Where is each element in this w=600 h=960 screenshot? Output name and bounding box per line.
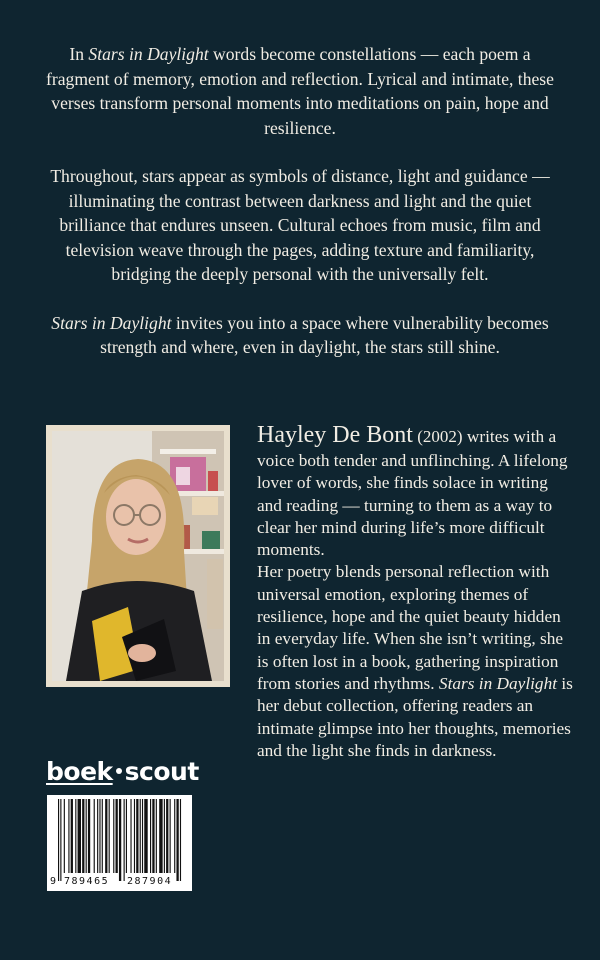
back-cover-blurb [40, 42, 560, 360]
barcode-bar [166, 799, 168, 873]
barcode-bar [97, 799, 98, 873]
publisher-logo-part-2: scout [124, 757, 199, 786]
book-title: Stars in Daylight [51, 312, 172, 333]
barcode-bar [142, 799, 143, 873]
blurb-text: In [69, 44, 89, 64]
barcode-bar [99, 799, 100, 873]
author-birth-year: (2002) [412, 427, 463, 446]
barcode-bar [105, 799, 107, 873]
barcode-bar [71, 799, 73, 873]
barcode-bar [116, 799, 118, 873]
barcode-bar [180, 799, 181, 881]
author-bio-text-2: Her poetry blends personal reflection with universal emotion, exploring themes of resilience, hope and the quiet beauty hidden in everyday life. When she isn’t writing, she is often lost in a book, gathering inspiration from stories and rhythms. [257, 562, 564, 693]
author-portrait-image [52, 431, 224, 681]
author-name: Hayley De Bont [257, 422, 413, 448]
barcode-bar [119, 799, 121, 881]
barcode-bar [170, 799, 171, 873]
barcode-bar [88, 799, 90, 873]
barcode-bar [152, 799, 154, 873]
barcode-bar [130, 799, 131, 873]
barcode-bar [94, 799, 95, 873]
barcode-bar [159, 799, 162, 873]
barcode-bar [174, 799, 175, 873]
barcode-bar [109, 799, 110, 873]
isbn-group-2: 287904 [127, 876, 173, 887]
barcode-bar [176, 799, 178, 881]
author-photo [46, 425, 230, 687]
barcode-bar [156, 799, 157, 873]
book-title: Stars in Daylight [438, 673, 558, 693]
publisher-logo [46, 757, 199, 786]
barcode-bar [60, 799, 61, 881]
author-bio-text-3: is her debut collection, offering readers an intimate glimpse into her thoughts, memories and the light she finds in darkness. [257, 673, 573, 760]
barcode-bar [58, 799, 59, 881]
barcode-bar [140, 799, 141, 873]
barcode-bar [86, 799, 87, 873]
barcode-bar [113, 799, 114, 873]
author-bio [257, 420, 573, 762]
barcode-bar [78, 799, 81, 873]
isbn-group-1: 789465 [64, 876, 110, 887]
barcode-bar [126, 799, 127, 873]
barcode-bar [136, 799, 138, 873]
barcode-bar [144, 799, 147, 873]
isbn-barcode [47, 795, 192, 891]
barcode-bar [134, 799, 135, 873]
blurb-paragraph-3 [40, 311, 560, 360]
barcode-bar [164, 799, 165, 873]
publisher-logo-dot [116, 768, 122, 774]
isbn-number [47, 875, 192, 891]
author-bio-text-1: writes with a voice both tender and unflinching. A lifelong lover of words, she finds solace in writing and reading — turning to them as a way to clear her mind during life’s more difficult moments. [257, 427, 568, 560]
barcode-bar [102, 799, 103, 873]
book-title: Stars in Daylight [88, 44, 209, 64]
barcode-bar [68, 799, 69, 873]
barcode-bar [64, 799, 65, 873]
blurb-text: invites you into a space where vulnerability becomes strength and where, even in daylight, the stars still shine. [100, 312, 549, 357]
blurb-paragraph-1 [40, 42, 560, 140]
barcode-bar [150, 799, 151, 873]
blurb-text: words become constellations — each poem a fragment of memory, emotion and reflection. Lyrical and intimate, these verses transform personal moments into meditations on pain, hope and resilience. [46, 44, 554, 138]
blurb-paragraph-2: Throughout, stars appear as symbols of distance, light and guidance — illuminating the contrast between darkness and light and the quiet brilliance that endures unseen. Cultural echoes from music, film and television weave through the pages, adding texture and familiarity, bridging the deeply personal with the universally felt. [50, 166, 550, 284]
author-bio-paragraph-2 [257, 561, 573, 762]
barcode-bar [82, 799, 84, 873]
publisher-logo-part-1: boek [46, 757, 113, 786]
barcode-bar [75, 799, 76, 873]
isbn-first-digit: 9 [50, 876, 57, 887]
barcode-bar [124, 799, 125, 881]
